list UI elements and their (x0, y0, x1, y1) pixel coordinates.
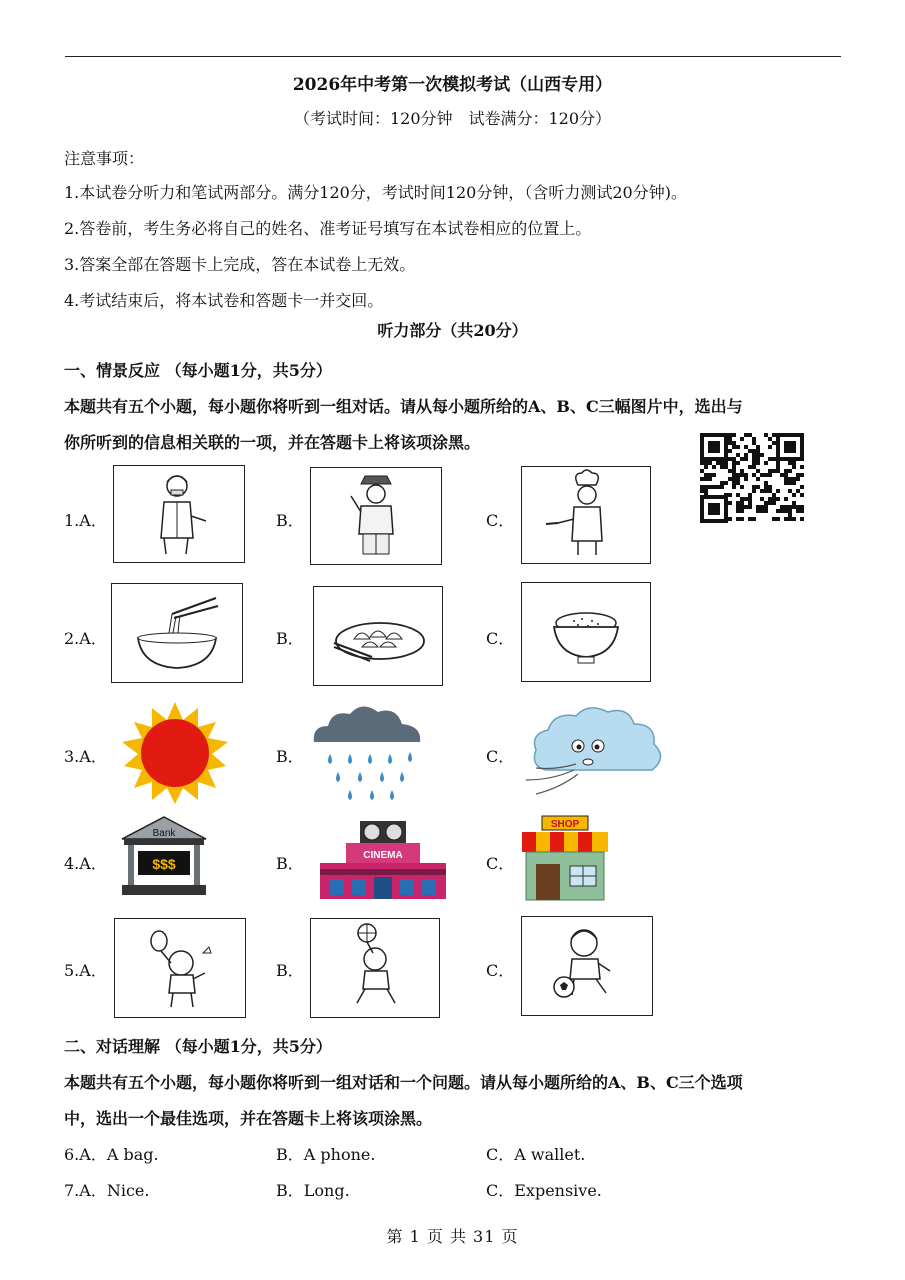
part1-instruction-line1: 本题共有五个小题，每小题你将听到一组对话。请从每小题所给的A、B、C三幅图片中，选出与 (64, 397, 743, 416)
q3-a-label: 3.A． (64, 747, 107, 766)
notes-heading: 注意事项： (64, 149, 145, 168)
bank-label: Bank (152, 828, 176, 839)
note-item-2: 2.答卷前，考生务必将自己的姓名、准考证号填写在本试卷相应的位置上。 (64, 219, 592, 238)
part2-instruction-line2: 中，选出一个最佳选项，并在答题卡上将该项涂黑。 (64, 1109, 433, 1128)
q5-option-a-badminton[interactable] (114, 918, 246, 1018)
q7-option-b: B．Long. (276, 1181, 350, 1200)
q1-c-label: C． (486, 511, 515, 530)
q4-c-label: C． (486, 854, 515, 873)
q7-option-c: C．Expensive. (486, 1181, 602, 1200)
note-item-3: 3.答案全部在答题卡上完成，答在本试卷上无效。 (64, 255, 416, 274)
note-item-4: 4.考试结束后，将本试卷和答题卡一并交回。 (64, 291, 384, 310)
cinema-label: CINEMA (363, 850, 403, 861)
q4-option-b-cinema[interactable] (316, 813, 450, 901)
q2-a-label: 2.A． (64, 629, 107, 648)
q5-c-label: C． (486, 961, 515, 980)
q5-option-b-basketball[interactable] (310, 918, 440, 1018)
exam-subtitle: （考试时间：120分钟 试卷满分：120分） (293, 109, 612, 128)
top-rule (65, 56, 841, 57)
shop-label: SHOP (550, 819, 580, 830)
badminton-boy-icon (115, 919, 245, 1017)
noodles-icon (112, 584, 242, 682)
basketball-boy-icon (311, 919, 439, 1017)
q2-option-b-dumplings[interactable] (313, 586, 443, 686)
note-item-1: 1.本试卷分听力和笔试两部分。满分120分，考试时间120分钟，（含听力测试20分钟)。 (64, 183, 687, 202)
rain-cloud-icon (306, 696, 426, 808)
q3-b-label: B． (276, 747, 304, 766)
sun-icon (110, 700, 240, 804)
q4-option-c-shop[interactable] (520, 814, 610, 902)
doctor-icon (114, 466, 244, 562)
q1-option-b-police[interactable] (310, 467, 442, 565)
exam-title: 2026年中考第一次模拟考试（山西专用） (292, 75, 613, 95)
shop-icon (520, 814, 610, 902)
part1-instruction-line2: 你所听到的信息相关联的一项，并在答题卡上将该项涂黑。 (64, 433, 481, 452)
part2-instruction-line1: 本题共有五个小题，每小题你将听到一组对话和一个问题。请从每小题所给的A、B、C三个选项 (64, 1073, 743, 1092)
chef-icon (522, 467, 650, 563)
q6-option-b: B．A phone. (276, 1145, 376, 1164)
q5-option-c-football[interactable] (521, 916, 653, 1016)
q3-c-label: C． (486, 747, 515, 766)
q1-option-a-doctor[interactable] (113, 465, 245, 563)
q2-option-c-rice-bowl[interactable] (521, 582, 651, 682)
cinema-icon (316, 813, 450, 901)
q5-b-label: B． (276, 961, 304, 980)
part1-heading: 一、情景反应 （每小题1分，共5分） (64, 361, 332, 380)
bank-sign: $$$ (152, 856, 176, 872)
wind-cloud-icon (516, 700, 672, 804)
bank-icon (118, 815, 210, 897)
q1-a-label: 1.A． (64, 511, 107, 530)
q2-b-label: B． (276, 629, 304, 648)
q5-a-label: 5.A． (64, 961, 107, 980)
q2-option-a-noodles[interactable] (111, 583, 243, 683)
q3-option-a-sun[interactable] (110, 700, 240, 804)
q4-a-label: 4.A． (64, 854, 107, 873)
q4-option-a-bank[interactable] (118, 815, 210, 897)
q6-option-a: 6.A．A bag. (64, 1145, 159, 1164)
qr-code-icon[interactable] (700, 433, 804, 523)
part2-heading: 二、对话理解 （每小题1分，共5分） (64, 1037, 332, 1056)
q3-option-c-wind[interactable] (516, 700, 672, 804)
q1-b-label: B． (276, 511, 304, 530)
q7-option-a: 7.A．Nice. (64, 1181, 150, 1200)
dumplings-icon (314, 587, 442, 685)
q3-option-b-rain[interactable] (306, 696, 426, 808)
football-boy-icon (522, 917, 652, 1015)
q2-c-label: C． (486, 629, 515, 648)
q1-option-c-chef[interactable] (521, 466, 651, 564)
q6-option-c: C．A wallet. (486, 1145, 586, 1164)
listening-section-title: 听力部分（共20分） (377, 321, 528, 340)
police-officer-icon (311, 468, 441, 564)
q4-b-label: B． (276, 854, 304, 873)
page-footer: 第 1 页 共 31 页 (386, 1227, 519, 1246)
rice-bowl-icon (522, 583, 650, 681)
